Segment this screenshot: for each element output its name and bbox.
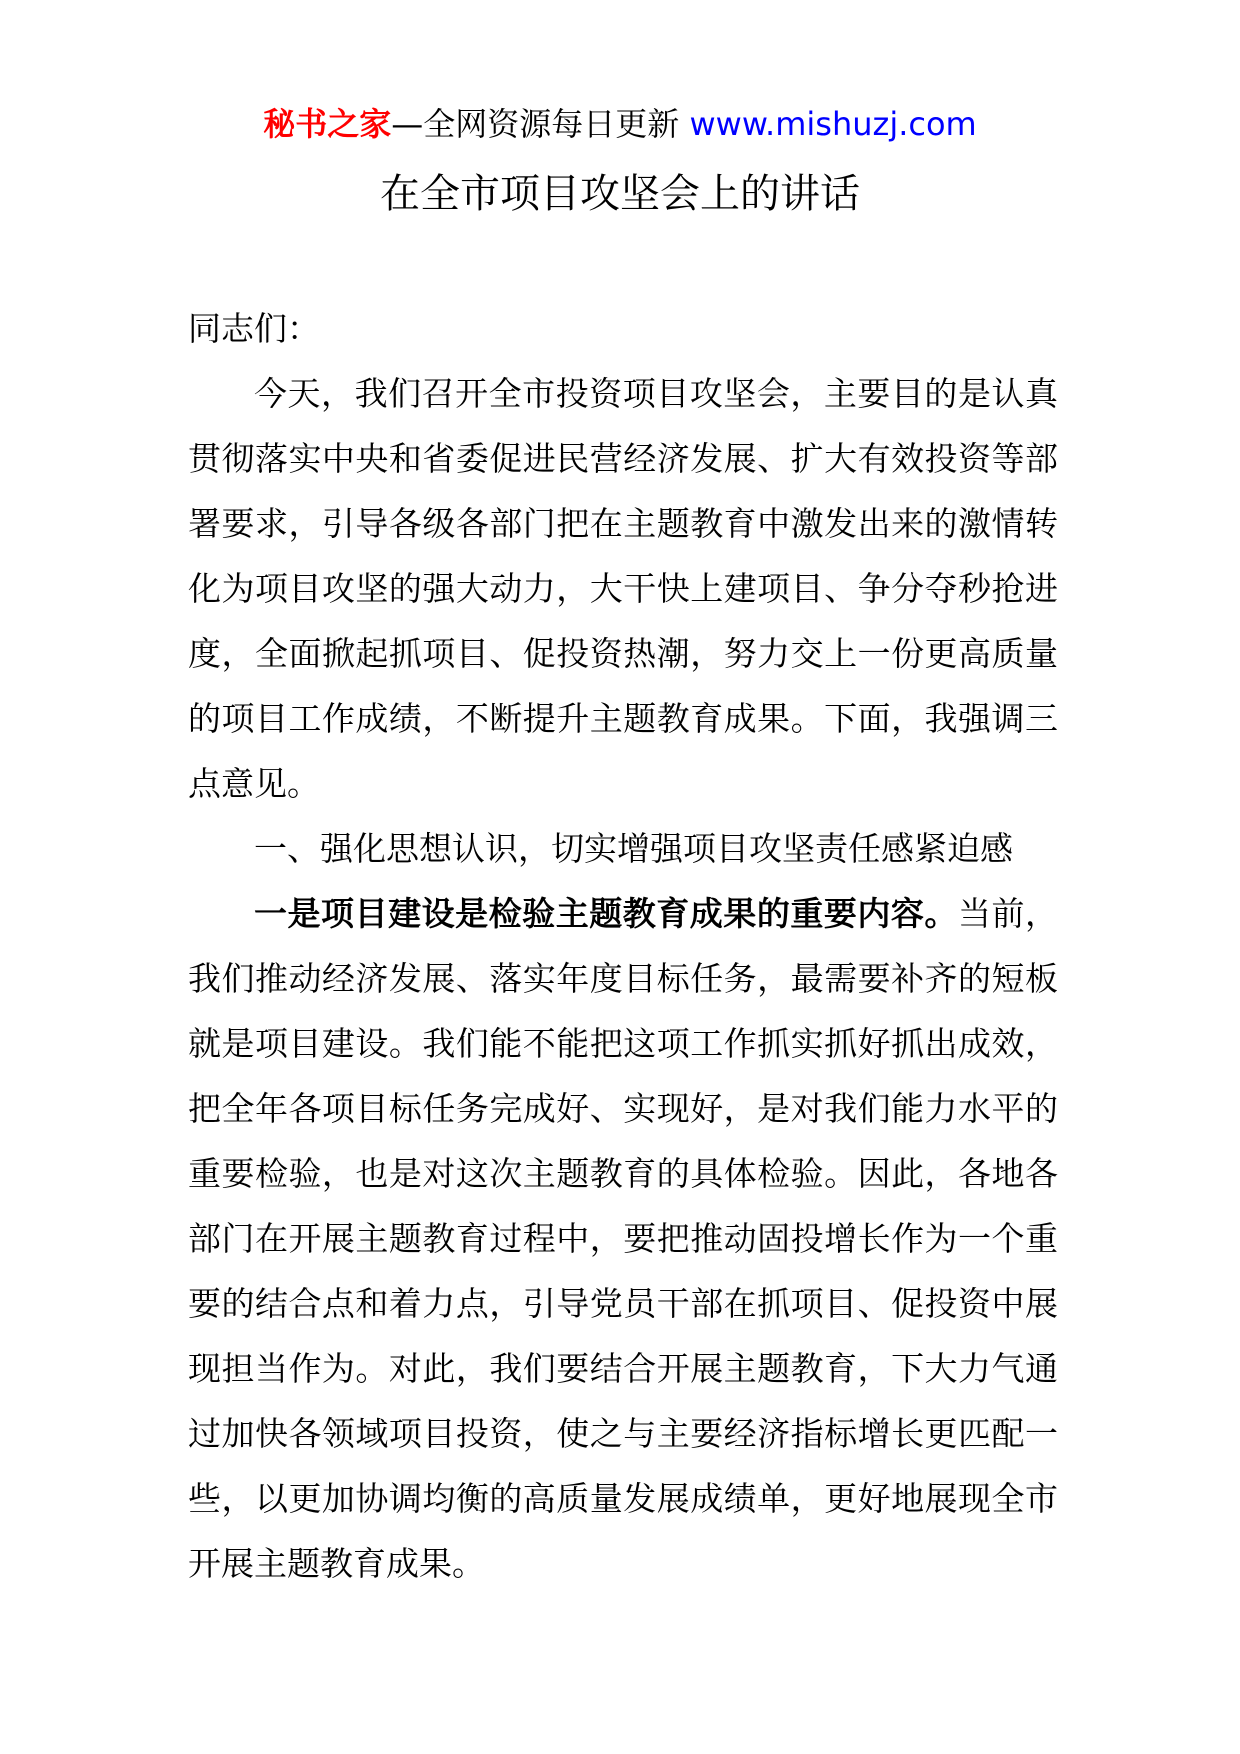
site-tagline: —全网资源每日更新 — [391, 105, 690, 143]
point-paragraph — [188, 881, 1058, 1596]
document-body — [188, 296, 1058, 1596]
document-title: 在全市项目攻坚会上的讲话 — [380, 171, 860, 217]
site-brand: 秘书之家 — [263, 105, 392, 143]
point-body: 当前，我们推动经济发展、落实年度目标任务，最需要补齐的短板就是项目建设。我们能不能把这项工作抓实抓好抓出成效，把全年各项目标任务完成好、实现好，是对我们能力水平的重要检验，也是对这次主题教育的具体检验。因此，各地各部门在开展主题教育过程中，要把推动固投增长作为一个重要的结合点和着力点，引导党员干部在抓项目、促投资中展现担当作为。对此，我们要结合开展主题教育，下大力气通过加快各领域项目投资，使之与主要经济指标增长更匹配一些，以更加协调均衡的高质量发展成绩单，更好地展现全市开展主题教育成果。 — [188, 894, 1059, 1583]
site-header — [0, 100, 1240, 148]
opening-paragraph: 今天，我们召开全市投资项目攻坚会，主要目的是认真贯彻落实中央和省委促进民营经济发展、扩大有效投资等部署要求，引导各级各部门把在主题教育中激发出来的激情转化为项目攻坚的强大动力，大干快上建项目、争分夺秒抢进度，全面掀起抓项目、促投资热潮，努力交上一份更高质量的项目工作成绩，不断提升主题教育成果。下面，我强调三点意见。 — [188, 374, 1058, 803]
salutation: 同志们： — [188, 309, 320, 348]
section-heading: 一、强化思想认识，切实增强项目攻坚责任感紧迫感 — [254, 829, 1013, 868]
point-lead: 一是项目建设是检验主题教育成果的重要内容。 — [254, 894, 958, 933]
site-url-link[interactable]: www.mishuzj.com — [689, 105, 977, 143]
